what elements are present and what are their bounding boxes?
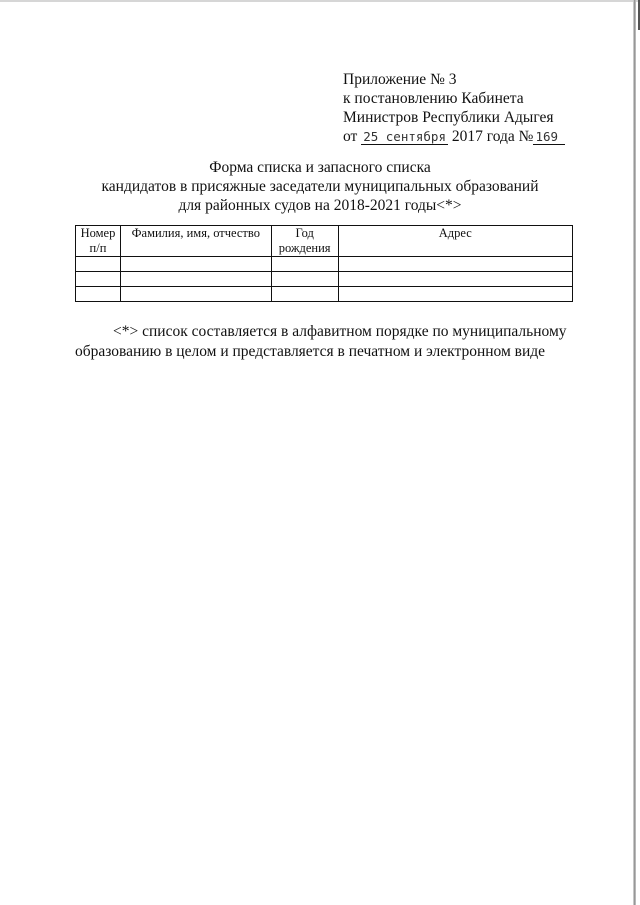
year-text: 2017 года № [451,128,534,145]
table-cell [338,272,572,287]
scan-border-top [0,0,640,2]
resolution-number: 169 [533,130,565,145]
title-line-2: кандидатов в присяжные заседатели муниципальных образований [101,178,539,195]
title-line-1: Форма списка и запасного списка [209,159,431,176]
table-cell [120,287,271,302]
candidates-table [75,225,573,302]
table-header-row [76,226,573,257]
table-row [76,287,573,302]
table-row [76,272,573,287]
table-row [76,257,573,272]
table-cell [338,287,572,302]
title-line-3: для районных судов на 2018-2021 годы<*> [178,197,462,214]
approval-date-line [343,127,565,146]
header-address: Адрес [338,226,572,257]
approval-line-1: Приложение № 3 [343,71,457,88]
table-cell [271,272,338,287]
table-cell [271,257,338,272]
table-cell [76,257,121,272]
resolution-date: 25 сентября [363,129,446,144]
table-cell [338,257,572,272]
table-cell [120,257,271,272]
header-number: Номер п/п [76,226,121,257]
table-cell [76,287,121,302]
date-prefix: от [343,128,358,145]
footnote-text: <*> список составляется в алфавитном порядке по муниципальному образованию в целом и представляется в печатном и электронном виде [75,323,567,360]
form-title [70,158,570,215]
table-cell [271,287,338,302]
table-cell [120,272,271,287]
approval-line-2: к постановлению Кабинета [343,90,524,107]
approval-block [343,70,565,146]
table-cell [76,272,121,287]
approval-line-3: Министров Республики Адыгея [343,109,554,126]
scan-border-right [633,0,636,905]
footnote [75,322,575,362]
header-full-name: Фамилия, имя, отчество [120,226,271,257]
header-birth-year: Год рождения [271,226,338,257]
